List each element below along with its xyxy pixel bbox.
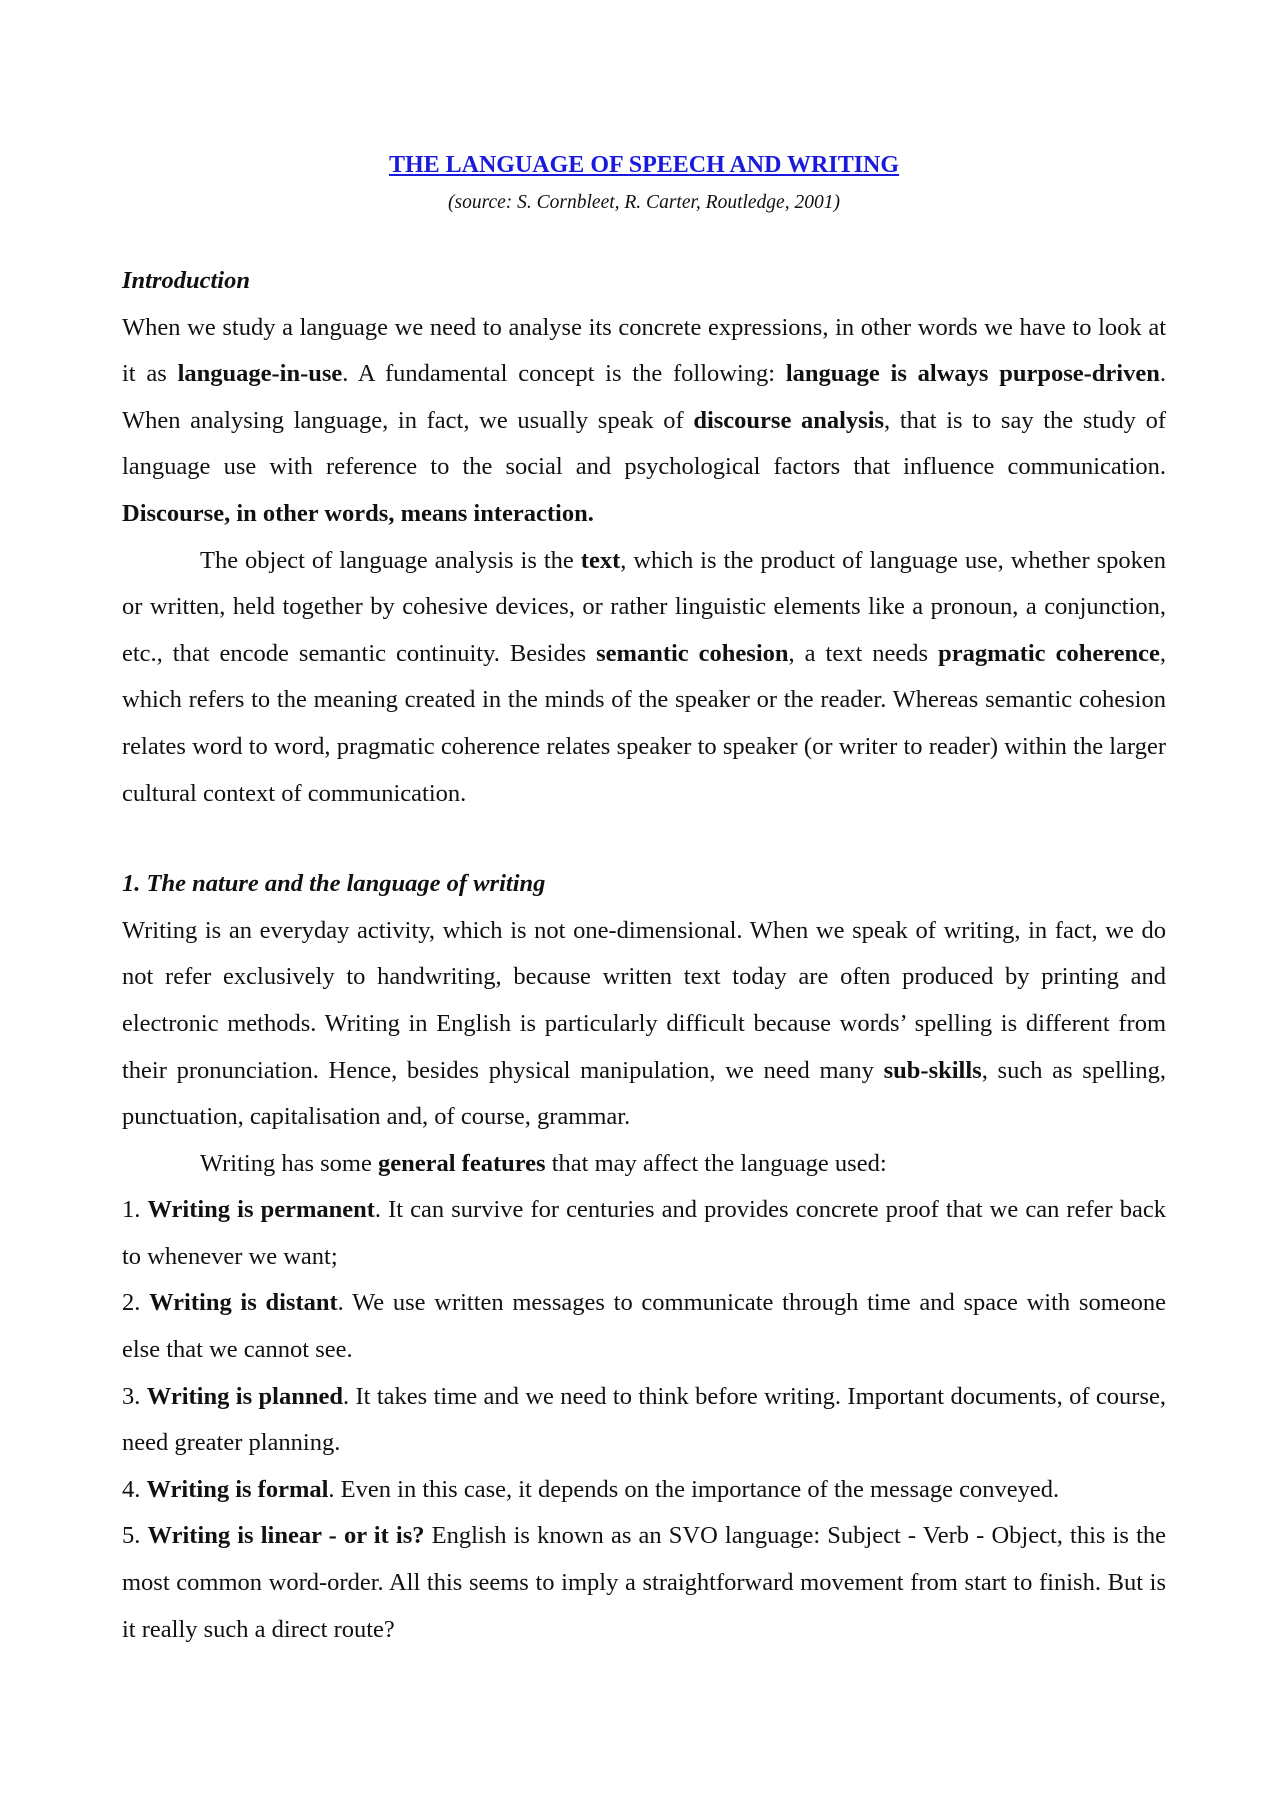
item-bold: Writing is formal — [146, 1475, 329, 1503]
text-span: . A fundamental concept is the following: — [342, 360, 786, 388]
section-1-paragraph-2 — [122, 1141, 1166, 1188]
bold-term: discourse analysis — [693, 406, 885, 434]
document-title — [122, 150, 1166, 180]
item-text: . It takes time and we need to think before writing. Important documents, of course, need greater planning. — [122, 1382, 1166, 1457]
text-span: , that is to say the study of language use with reference to the social and psychological factors that influence communication. — [122, 406, 1166, 481]
text-span: Writing has some — [200, 1149, 378, 1177]
introduction-heading: Introduction — [122, 267, 250, 294]
text-span: Writing is an everyday activity, which is not one-dimensional. When we speak of writing, in fact, we do not refer exclusively to handwriting, because written text today are often produced by printing and electronic methods. Writing in English is particularly difficult because words’ spelling is different from their pronunciation. Hence, besides physical manipulation, we need many — [122, 916, 1166, 1084]
text-span: The object of language analysis is the — [200, 546, 581, 574]
bold-term: pragmatic coherence — [938, 639, 1160, 667]
text-span: , which refers to the meaning created in the minds of the speaker or the reader. Whereas semantic cohesion relates word to word, pragmatic coherence relates speaker to speaker (or writer to reader) within the larger cultural context of communication. — [122, 639, 1166, 807]
bold-term: Discourse, in other words, means interaction. — [122, 499, 594, 527]
intro-paragraph-1 — [122, 305, 1166, 538]
intro-paragraph-2 — [122, 538, 1166, 818]
feature-item-2 — [122, 1280, 1166, 1373]
item-text: English is known as an SVO language: Subject - Verb - Object, this is the most common word-order. All this seems to imply a straightforward movement from start to finish. But is it really such a direct route? — [122, 1522, 1166, 1643]
item-number: 1. — [122, 1196, 148, 1224]
source-citation: (source: S. Cornbleet, R. Carter, Routledge, 2001) — [448, 192, 840, 213]
text-span: . When analysing language, in fact, we usually speak of — [122, 360, 1166, 434]
text-span: , which is the product of language use, whether spoken or written, held together by cohesive devices, or rather linguistic elements like a pronoun, a conjunction, etc., that encode semantic continuity. Besides — [122, 546, 1166, 667]
feature-item-4 — [122, 1467, 1166, 1514]
section-1-heading: 1. The nature and the language of writing — [122, 870, 546, 898]
item-text: . Even in this case, it depends on the importance of the message conveyed. — [328, 1475, 1060, 1503]
text-span: that may affect the language used: — [545, 1149, 887, 1177]
feature-item-3 — [122, 1374, 1166, 1467]
text-span: When we study a language we need to analyse its concrete expressions, in other words we have to look at it as — [122, 313, 1166, 388]
feature-item-1 — [122, 1187, 1166, 1280]
bold-term: general features — [377, 1149, 546, 1177]
item-text: . We use written messages to communicate through time and space with someone else that we cannot see. — [122, 1289, 1166, 1364]
item-number: 4. — [122, 1475, 147, 1503]
text-span: , such as spelling, punctuation, capitalisation and, of course, grammar. — [122, 1056, 1166, 1131]
bold-term: language is always purpose-driven — [785, 360, 1160, 388]
bold-term: language-in-use — [177, 360, 343, 388]
item-number: 5. — [122, 1522, 148, 1550]
item-bold: Writing is distant — [149, 1289, 338, 1317]
item-number: 2. — [122, 1289, 150, 1317]
text-span: , a text needs — [788, 639, 939, 667]
bold-term: text — [580, 546, 621, 574]
section-1-paragraph-1 — [122, 908, 1166, 1141]
item-number: 3. — [122, 1382, 147, 1410]
bold-term: semantic cohesion — [596, 639, 789, 667]
item-bold: Writing is permanent — [147, 1196, 375, 1224]
bold-term: sub-skills — [883, 1056, 982, 1084]
item-bold: Writing is planned — [146, 1382, 343, 1410]
feature-item-5 — [122, 1513, 1166, 1653]
item-text: . It can survive for centuries and provides concrete proof that we can refer back to whenever we want; — [122, 1196, 1166, 1270]
document-page — [122, 150, 1166, 1653]
title-link[interactable]: THE LANGUAGE OF SPEECH AND WRITING — [388, 152, 900, 178]
item-bold: Writing is linear - or it is? — [147, 1522, 425, 1550]
